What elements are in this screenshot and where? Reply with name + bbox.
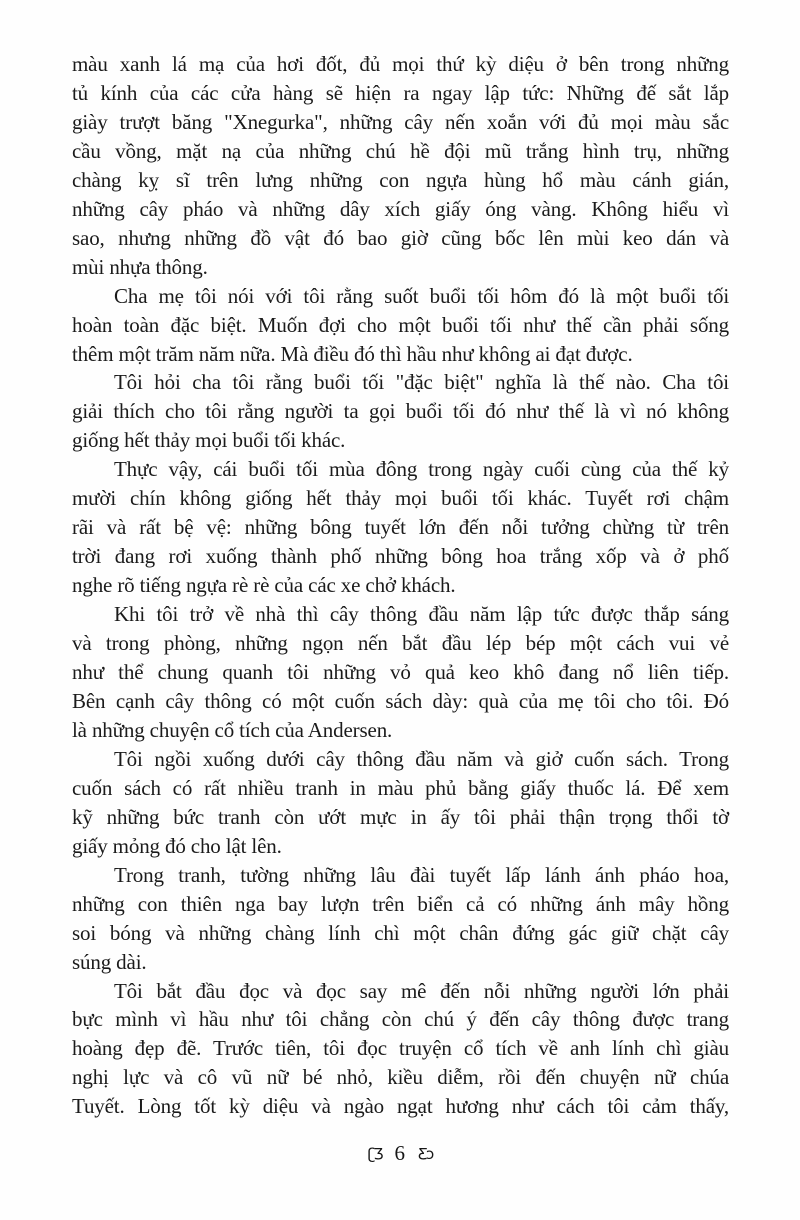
page-text (72, 50, 729, 1121)
text-line: Bên cạnh cây thông có một cuốn sách dày: quà của mẹ tôi cho tôi. Đó (72, 688, 729, 713)
text-line: mùi nhựa thông. (72, 254, 208, 279)
text-line: Tôi ngồi xuống dưới cây thông đầu năm và giở cuốn sách. Trong (114, 746, 729, 771)
text-line: những cây pháo và những dây xích giấy óng vàng. Không hiểu vì (72, 196, 729, 221)
text-line: Trong tranh, tường những lâu đài tuyết lấp lánh ánh pháo hoa, (114, 862, 729, 887)
text-line: hoàn toàn đặc biệt. Muốn đợi cho một buổi tối như thế cần phải sống (72, 312, 729, 337)
text-line: hoàng đẹp đẽ. Trước tiên, tôi đọc truyện cổ tích về anh lính chì giàu (72, 1036, 729, 1061)
text-line: thêm một trăm năm nữa. Mà điều đó thì hầu như không ai đạt được. (72, 341, 633, 366)
text-line: là những chuyện cổ tích của Andersen. (72, 717, 393, 742)
text-line: nghị lực và cô vũ nữ bé nhỏ, kiều diễm, rồi đến chuyện nữ chúa (72, 1065, 729, 1090)
text-line: cuốn sách có rất nhiều tranh in màu phủ bằng giấy thuốc lá. Để xem (72, 775, 729, 800)
text-line: soi bóng và những chàng lính chì một chân đứng gác giữ chặt cây (72, 920, 729, 945)
text-line: bực mình vì hầu như tôi chẳng còn chú ý đến cây thông được trang (72, 1007, 729, 1032)
text-line: tủ kính của các cửa hàng sẽ hiện ra ngay lập tức: Những đế sắt lắp (72, 80, 729, 105)
paragraph (72, 455, 729, 600)
paragraph (72, 977, 729, 1122)
page-number: 6 (394, 1141, 405, 1165)
text-line: Khi tôi trở về nhà thì cây thông đầu năm lập tức được thắp sáng (114, 602, 729, 627)
text-line: rãi và rất bệ vệ: những bông tuyết lớn đến nỗi tưởng chừng từ trên (72, 515, 729, 540)
text-line: Tôi bắt đầu đọc và đọc say mê đến nỗi những người lớn phải (114, 978, 729, 1003)
paragraph (72, 282, 729, 369)
text-line: và trong phòng, những ngọn nến bắt đầu lép bép một cách vui vẻ (72, 631, 729, 656)
text-line: những con thiên nga bay lượn trên biển cả có những ánh mây hồng (72, 891, 729, 916)
text-line: màu xanh lá mạ của hơi đốt, đủ mọi thứ kỳ diệu ở bên trong những (72, 52, 729, 76)
text-line: sao, nhưng những đồ vật đó bao giờ cũng bốc lên mùi keo dán và (72, 225, 729, 250)
text-line: trời đang rơi xuống thành phố những bông hoa trắng xốp và ở phố (72, 544, 729, 569)
text-line: Tôi hỏi cha tôi rằng buổi tối "đặc biệt" nghĩa là thế nào. Cha tôi (114, 370, 729, 395)
text-line: giống hết thảy mọi buổi tối khác. (72, 428, 346, 453)
fleuron-right-icon: Ƹɔ (417, 1144, 433, 1163)
page-footer (0, 1141, 800, 1166)
paragraph (72, 745, 729, 861)
text-line: giải thích cho tôi rằng người ta gọi buổi tối đó như thế là vì nó không (72, 399, 729, 424)
text-line: Thực vậy, cái buổi tối mùa đông trong ngày cuối cùng của thế kỷ (114, 457, 729, 482)
fleuron-left-icon: ʗƷ (367, 1144, 382, 1163)
text-line: mười chín không giống hết thảy mọi buổi tối khác. Tuyết rơi chậm (72, 486, 729, 511)
paragraph (72, 600, 729, 745)
text-line: giày trượt băng "Xnegurka", những cây nến xoắn với đủ mọi màu sắc (72, 109, 729, 134)
text-line: như thể chung quanh tôi những vỏ quả keo khô đang nổ liên tiếp. (72, 660, 729, 685)
text-line: Cha mẹ tôi nói với tôi rằng suốt buổi tối hôm đó là một buổi tối (114, 283, 729, 308)
paragraph (72, 368, 729, 455)
paragraph (72, 861, 729, 977)
text-line: chàng kỵ sĩ trên lưng những con ngựa hùng hổ màu cánh gián, (72, 167, 729, 192)
text-line: kỹ những bức tranh còn ướt mực in ấy tôi phải thận trọng thổi tờ (72, 804, 729, 829)
paragraph (72, 50, 729, 282)
text-line: giấy mỏng đó cho lật lên. (72, 833, 282, 858)
text-line: Tuyết. Lòng tốt kỳ diệu và ngào ngạt hương như cách tôi cảm thấy, (72, 1094, 729, 1119)
text-line: nghe rõ tiếng ngựa rè rè của các xe chở khách. (72, 573, 456, 598)
text-line: súng dài. (72, 949, 147, 974)
text-line: cầu vồng, mặt nạ của những chú hề đội mũ trắng hình trụ, những (72, 138, 729, 163)
